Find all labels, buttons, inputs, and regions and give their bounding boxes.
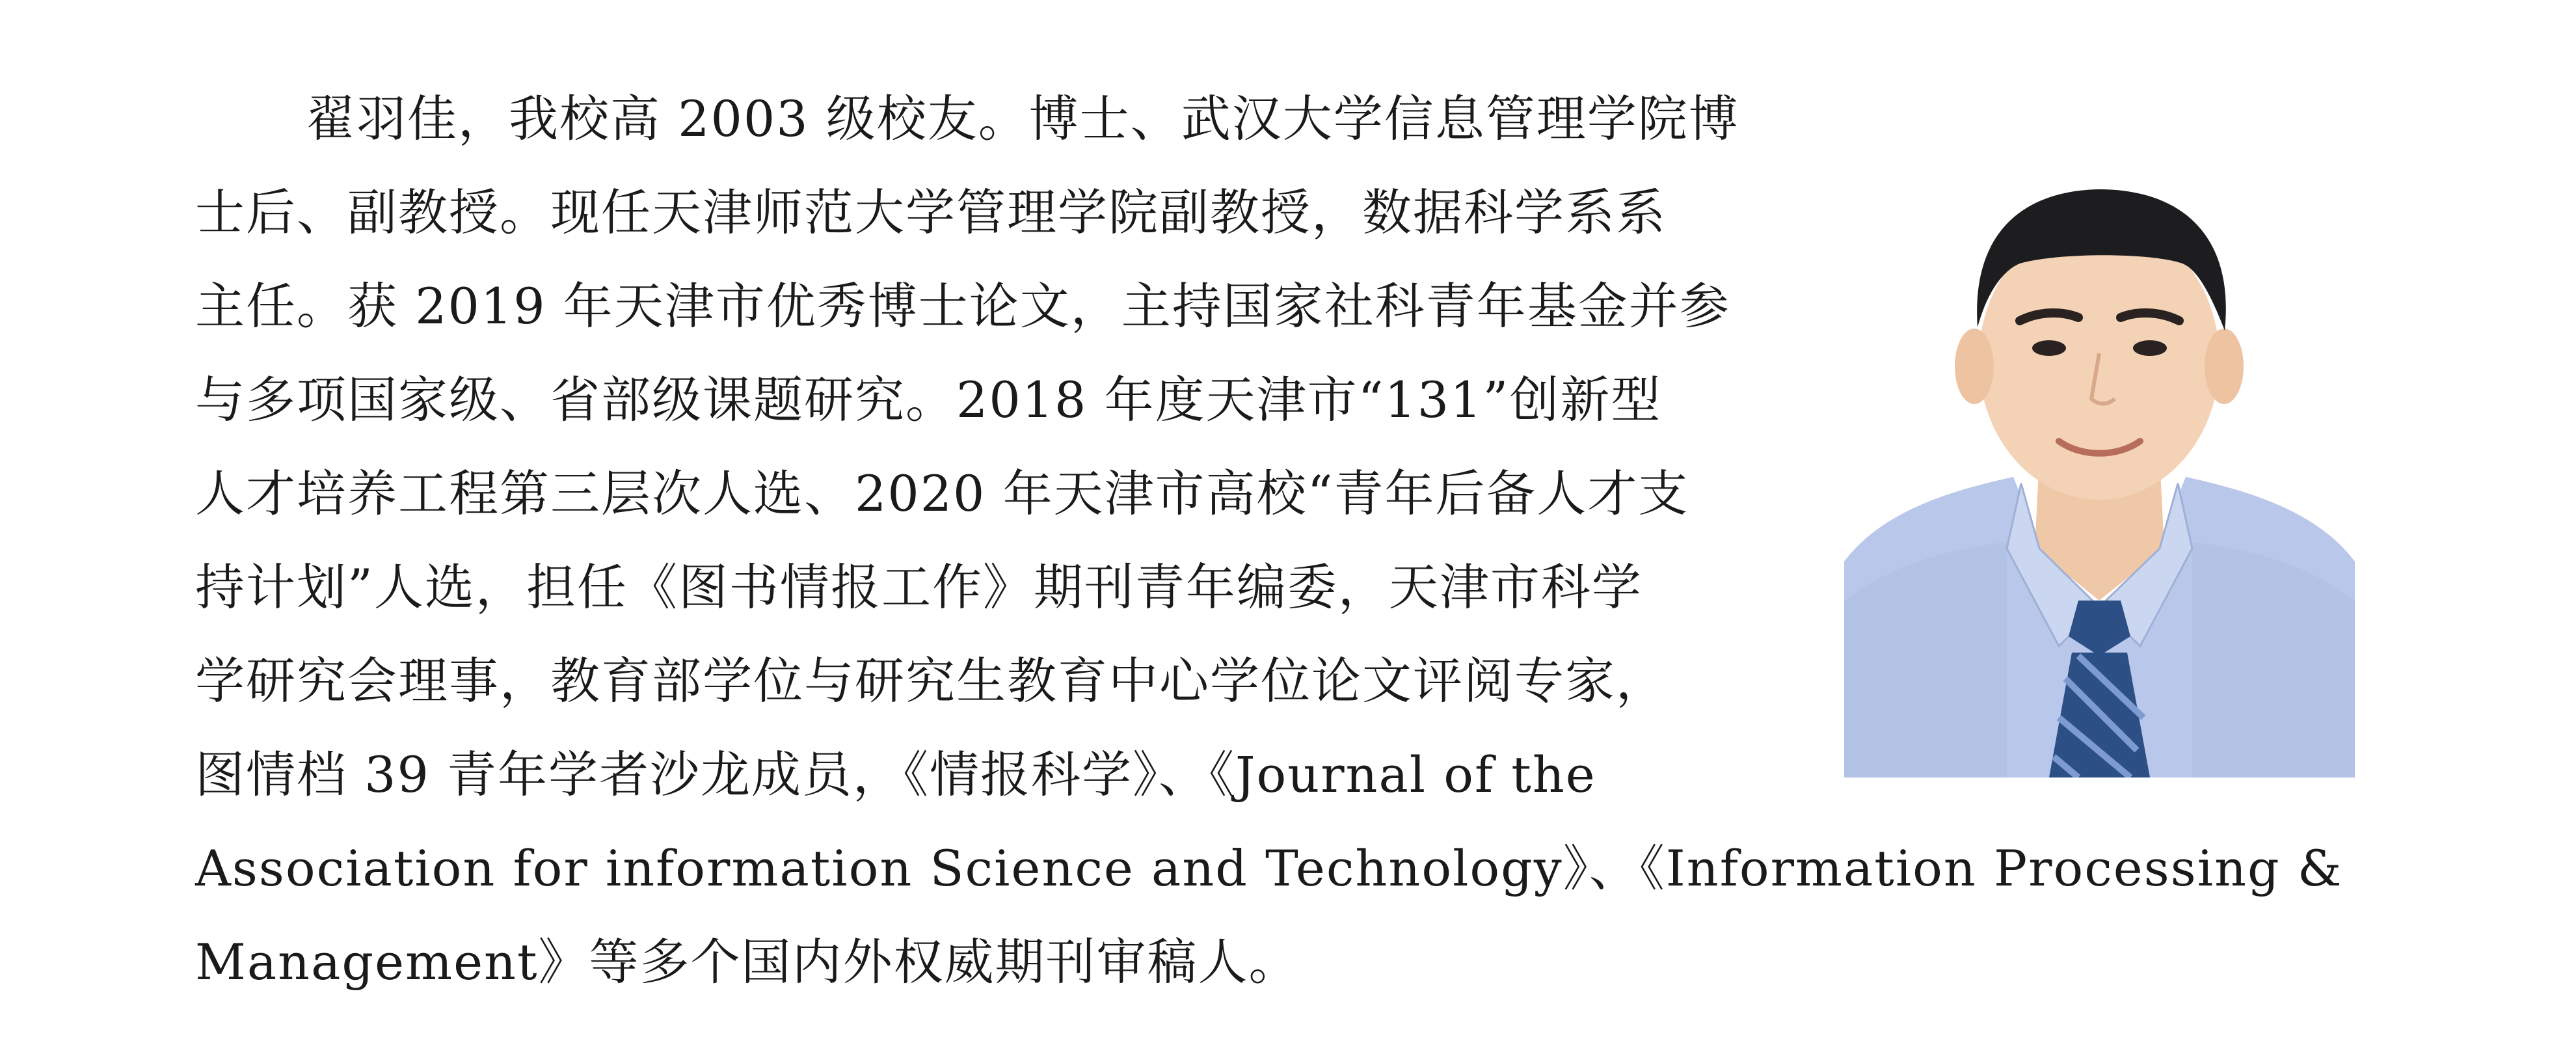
person-portrait-icon: [1844, 93, 2355, 777]
bio-line-5: 人才培养工程第三层次人选、2020 年天津市高校“青年后备人才支: [195, 465, 1689, 522]
bio-line-3: 主任。获 2019 年天津市优秀博士论文，主持国家社科青年基金并参: [195, 277, 1730, 335]
bio-line-1: 翟羽佳，我校高 2003 级校友。博士、武汉大学信息管理学院博: [306, 90, 1739, 148]
bio-line-8: 图情档 39 青年学者沙龙成员，《情报科学》、《Journal of the: [195, 746, 1596, 804]
bio-line-2: 士后、副教授。现任天津师范大学管理学院副教授，数据科学系系: [195, 183, 1667, 241]
bio-line-9: Association for information Science and Technology》、《Information Processing &: [195, 839, 2343, 897]
bio-line-4: 与多项国家级、省部级课题研究。2018 年度天津市“131”创新型: [195, 371, 1662, 429]
portrait-photo: [1844, 93, 2355, 777]
bio-line-6: 持计划”人选，担任《图书情报工作》期刊青年编委，天津市科学: [195, 558, 1643, 616]
bio-line-7: 学研究会理事，教育部学位与研究生教育中心学位论文评阅专家，: [195, 652, 1667, 710]
bio-line-10: Management》等多个国内外权威期刊审稿人。: [195, 933, 1300, 991]
